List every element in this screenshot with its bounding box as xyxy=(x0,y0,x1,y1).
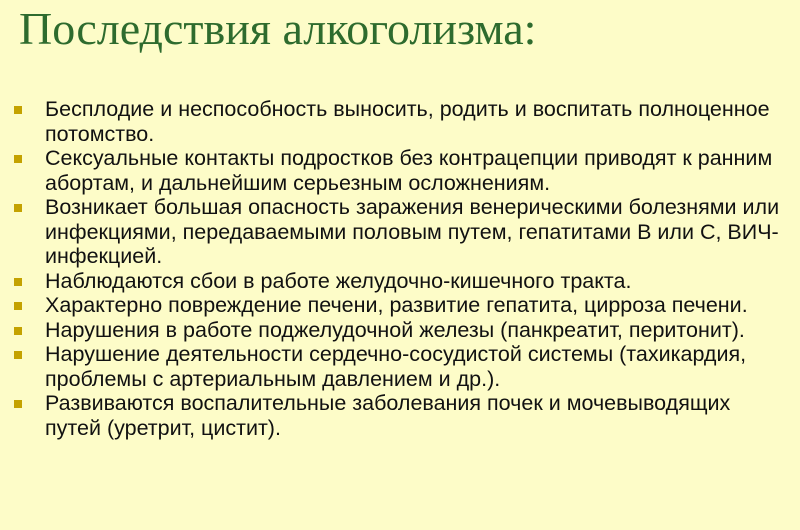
bullet-item xyxy=(0,269,800,294)
bullet-text: Нарушение деятельности сердечно-сосудистой системы (тахикардия, проблемы с артериальным давлением и др.). xyxy=(45,342,747,391)
bullet-item xyxy=(0,293,800,318)
square-bullet-icon xyxy=(14,204,22,212)
bullet-text: Возникает большая опасность заражения венерическими болезнями или инфекциями, передаваемыми половым путем, гепатитами В или С, ВИЧ-инфекцией. xyxy=(45,195,780,268)
bullet-item xyxy=(0,342,800,391)
slide-title: Последствия алкоголизма: xyxy=(19,3,537,54)
bullet-item xyxy=(0,318,800,343)
bullet-text: Сексуальные контакты подростков без контрацепции приводят к ранним абортам, и дальнейшим серьезным осложнениям. xyxy=(45,146,773,195)
bullet-list xyxy=(0,97,800,440)
bullet-item xyxy=(0,195,800,269)
square-bullet-icon xyxy=(14,351,22,359)
bullet-text: Нарушения в работе поджелудочной железы (панкреатит, перитонит). xyxy=(45,317,745,342)
square-bullet-icon xyxy=(14,327,22,335)
square-bullet-icon xyxy=(14,106,22,114)
square-bullet-icon xyxy=(14,278,22,286)
bullet-text: Характерно повреждение печени, развитие гепатита, цирроза печени. xyxy=(45,293,748,317)
square-bullet-icon xyxy=(14,400,22,408)
bullet-item xyxy=(0,97,800,146)
bullet-text: Наблюдаются сбои в работе желудочно-кишечного тракта. xyxy=(45,268,632,293)
bullet-text: Развиваются воспалительные заболевания почек и мочевыводящих путей (уретрит, цистит). xyxy=(45,391,731,440)
square-bullet-icon xyxy=(14,302,22,310)
bullet-item xyxy=(0,391,800,440)
bullet-item xyxy=(0,146,800,195)
square-bullet-icon xyxy=(14,155,22,163)
bullet-text: Бесплодие и неспособность выносить, родить и воспитать полноценное потомство. xyxy=(45,97,770,146)
